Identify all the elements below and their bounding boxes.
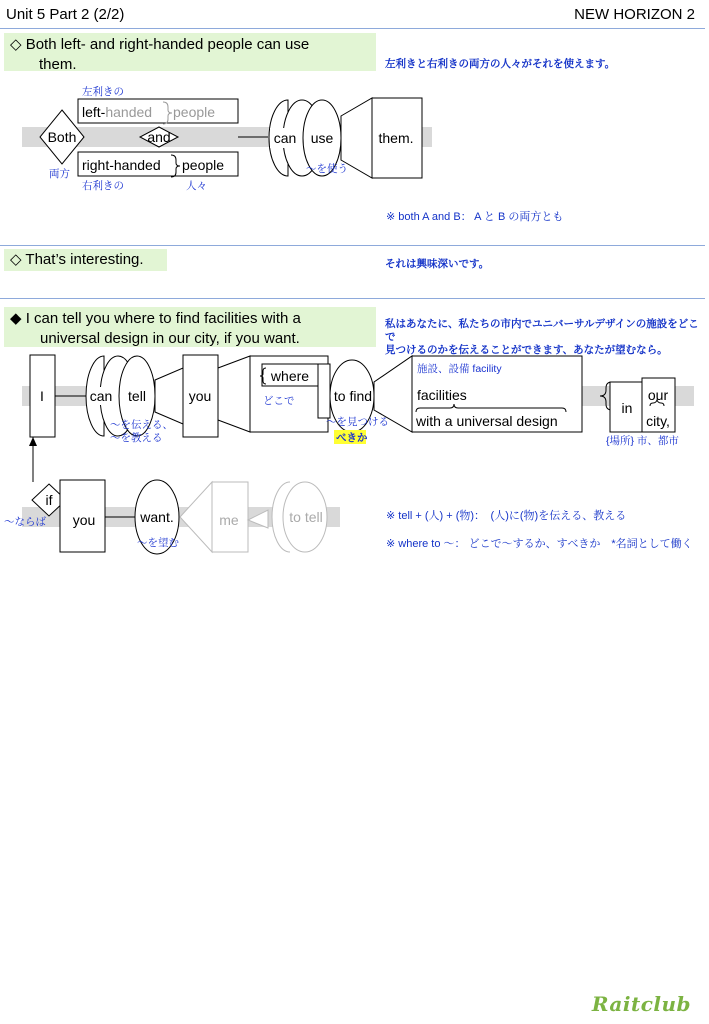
note-where-to: ※ where to 〜： どこで〜するか、すべきか *名詞として働く	[386, 538, 693, 550]
word-you-2: you	[72, 512, 96, 528]
unit-title: Unit 5 Part 2 (2/2)	[6, 6, 125, 23]
funnel-gray	[180, 482, 212, 552]
word-our: our	[647, 387, 669, 403]
word-can: can	[89, 388, 113, 404]
gloss-bekika: べきか	[336, 432, 368, 444]
word-people-gray: people	[173, 104, 216, 120]
sentence-2: ◇ That’s interesting.	[4, 249, 167, 271]
gloss-city: {場所} 市、都市	[606, 435, 679, 447]
gloss-if: 〜ならば	[4, 516, 46, 528]
funnel	[155, 368, 183, 424]
divider	[0, 28, 705, 29]
sentence-1-line2: them.	[39, 56, 77, 73]
gloss-people: 人々	[186, 180, 207, 192]
diagram-3	[0, 350, 709, 560]
gloss-facility: 施設、設備 facility	[417, 363, 502, 375]
translation-3-line2: 見つけるのかを伝えることができます、あなたが望むなら。	[385, 344, 668, 356]
left-handed-phrase	[82, 104, 152, 120]
gloss-left-handed: 左利きの	[82, 86, 124, 98]
funnel	[218, 356, 250, 432]
sentence-1-line1: ◇ Both left- and right-handed people can use	[10, 36, 310, 53]
gloss-want: 〜を望む	[137, 537, 179, 549]
gloss-tell-2: 〜を教える	[110, 432, 163, 444]
translation-1: 左利きと右利きの両方の人々がそれを使えます。	[385, 58, 616, 70]
word-right-handed: right-handed	[82, 157, 161, 173]
word-them: them.	[378, 130, 414, 146]
word-left: left-	[82, 104, 106, 120]
word-both: Both	[47, 129, 77, 145]
word-to-find: to find	[333, 388, 373, 404]
word-city: city,	[646, 413, 670, 429]
translation-3-line1: 私はあなたに、私たちの市内でユニバーサルデザインの施設をどこで	[385, 318, 699, 343]
word-you: you	[188, 388, 212, 404]
word-to-tell-gray: to tell	[289, 509, 323, 525]
word-where: where	[270, 368, 310, 384]
note-tell: ※ tell + (人) + (物)： (人)に(物)を伝える、教える	[386, 510, 627, 522]
word-if: if	[45, 492, 53, 508]
gloss-right-handed: 右利きの	[82, 180, 124, 192]
diagram-1	[0, 80, 709, 220]
word-and: and	[147, 129, 171, 145]
to-find-bracket	[318, 364, 330, 418]
word-tell: tell	[128, 388, 146, 404]
gloss-tell-1: 〜を伝える、	[110, 419, 173, 431]
word-handed-gray: handed	[105, 104, 153, 120]
word-in: in	[621, 400, 633, 416]
word-can: can	[273, 130, 297, 146]
textbook-title: NEW HORIZON 2	[574, 6, 695, 23]
gloss-both: 両方	[49, 168, 70, 180]
gloss-to-find: 〜を見つける	[326, 416, 389, 428]
word-i: I	[40, 388, 44, 404]
word-use: use	[310, 130, 334, 146]
divider	[0, 298, 705, 299]
divider	[0, 245, 705, 246]
note-both-and: ※ both A and B： A と B の両方とも	[386, 211, 564, 223]
word-with-universal-design: with a universal design	[416, 413, 558, 429]
word-want: want.	[140, 509, 174, 525]
word-people: people	[182, 157, 225, 173]
sentence-3-line2: universal design in our city, if you want.	[40, 330, 300, 347]
gloss-use: 〜を使う	[306, 163, 348, 175]
word-facilities: facilities	[417, 387, 467, 403]
sentence-3	[4, 307, 376, 347]
sentence-3-line1: ◆ I can tell you where to find facilities with a	[10, 310, 301, 327]
translation-2: それは興味深いです。	[385, 258, 490, 270]
sentence-1	[4, 33, 376, 71]
word-me-gray: me	[219, 512, 239, 528]
arrow-head	[29, 437, 37, 446]
raitclub-logo: Raitclub	[591, 992, 691, 1016]
gloss-where: どこで	[263, 395, 295, 407]
